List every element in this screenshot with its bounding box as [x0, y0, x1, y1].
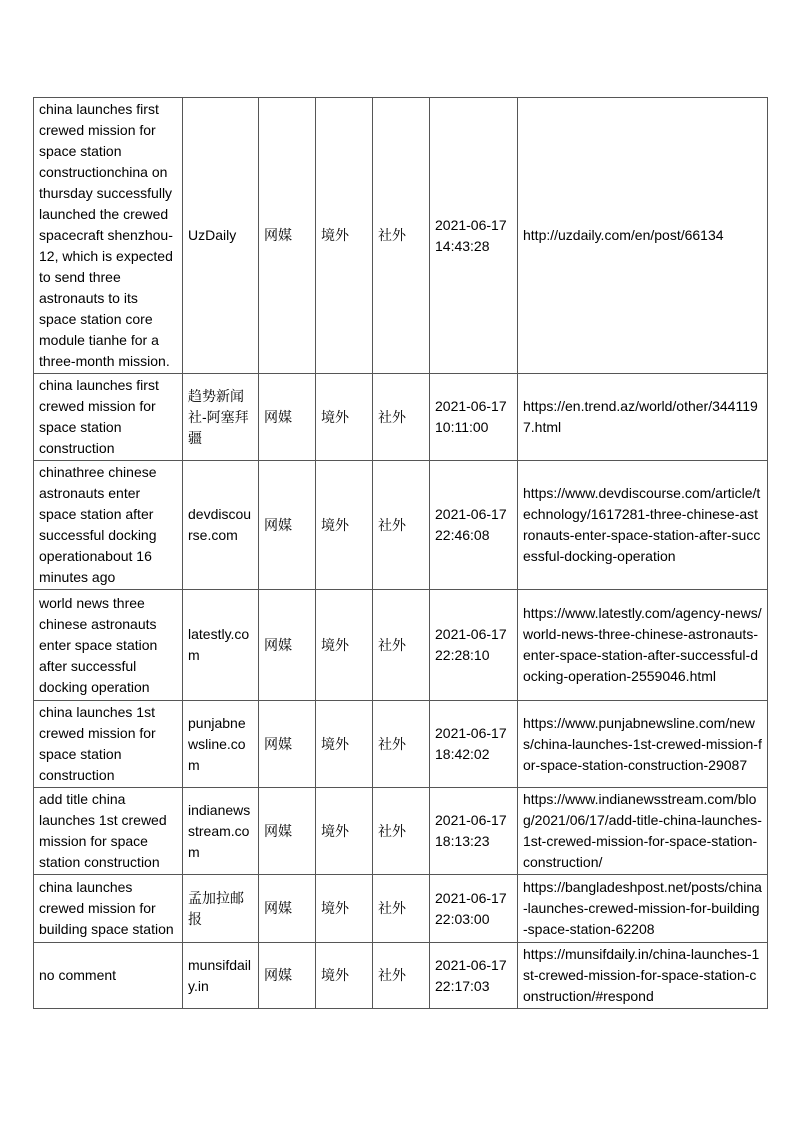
cell-url: https://munsifdaily.in/china-launches-1st-crewed-mission-for-space-station-construction/#respond [518, 943, 768, 1009]
cell-datetime: 2021-06-17 18:13:23 [430, 788, 518, 875]
cell-url: https://en.trend.az/world/other/3441197.html [518, 374, 768, 461]
cell-url: https://www.indianewsstream.com/blog/2021/06/17/add-title-china-launches-1st-crewed-mission-for-space-station-construction/ [518, 788, 768, 875]
cell-region: 境外 [316, 590, 373, 701]
cell-datetime: 2021-06-17 22:28:10 [430, 590, 518, 701]
table-row [34, 788, 768, 875]
cell-datetime: 2021-06-17 14:43:28 [430, 98, 518, 374]
cell-source: latestly.com [183, 590, 259, 701]
cell-source: munsifdaily.in [183, 943, 259, 1009]
table-row [34, 461, 768, 590]
cell-media-type: 网媒 [259, 788, 316, 875]
table-row [34, 943, 768, 1009]
cell-affiliation: 社外 [373, 875, 430, 943]
cell-source: UzDaily [183, 98, 259, 374]
cell-article-title: china launches first crewed mission for space station construction [34, 374, 183, 461]
cell-source: devdiscourse.com [183, 461, 259, 590]
cell-article-title: china launches 1st crewed mission for space station construction [34, 701, 183, 788]
cell-article-title: china launches crewed mission for building space station [34, 875, 183, 943]
cell-media-type: 网媒 [259, 875, 316, 943]
cell-region: 境外 [316, 374, 373, 461]
cell-affiliation: 社外 [373, 374, 430, 461]
cell-media-type: 网媒 [259, 943, 316, 1009]
cell-region: 境外 [316, 943, 373, 1009]
cell-media-type: 网媒 [259, 701, 316, 788]
cell-url: https://www.punjabnewsline.com/news/china-launches-1st-crewed-mission-for-space-station-construction-29087 [518, 701, 768, 788]
cell-affiliation: 社外 [373, 788, 430, 875]
table-row [34, 374, 768, 461]
cell-url: https://www.latestly.com/agency-news/world-news-three-chinese-astronauts-enter-space-station-after-successful-docking-operation-2559046.html [518, 590, 768, 701]
cell-source: indianewsstream.com [183, 788, 259, 875]
cell-media-type: 网媒 [259, 374, 316, 461]
cell-datetime: 2021-06-17 22:03:00 [430, 875, 518, 943]
cell-affiliation: 社外 [373, 98, 430, 374]
cell-datetime: 2021-06-17 10:11:00 [430, 374, 518, 461]
cell-media-type: 网媒 [259, 461, 316, 590]
cell-region: 境外 [316, 701, 373, 788]
table-row [34, 875, 768, 943]
news-articles-table [33, 97, 768, 1009]
cell-media-type: 网媒 [259, 98, 316, 374]
cell-region: 境外 [316, 788, 373, 875]
cell-url: http://uzdaily.com/en/post/66134 [518, 98, 768, 374]
cell-media-type: 网媒 [259, 590, 316, 701]
cell-region: 境外 [316, 461, 373, 590]
table-row [34, 590, 768, 701]
cell-datetime: 2021-06-17 18:42:02 [430, 701, 518, 788]
cell-article-title: add title china launches 1st crewed mission for space station construction [34, 788, 183, 875]
cell-affiliation: 社外 [373, 701, 430, 788]
cell-source: 趋势新闻社-阿塞拜疆 [183, 374, 259, 461]
cell-url: https://bangladeshpost.net/posts/china-launches-crewed-mission-for-building-space-station-62208 [518, 875, 768, 943]
cell-datetime: 2021-06-17 22:46:08 [430, 461, 518, 590]
cell-datetime: 2021-06-17 22:17:03 [430, 943, 518, 1009]
table-row [34, 701, 768, 788]
table-row [34, 98, 768, 374]
cell-region: 境外 [316, 875, 373, 943]
cell-affiliation: 社外 [373, 461, 430, 590]
cell-article-title: china launches first crewed mission for space station constructionchina on thursday successfully launched the crewed spacecraft shenzhou-12, which is expected to send three astronauts to its space station core module tianhe for a three-month mission. [34, 98, 183, 374]
cell-source: 孟加拉邮报 [183, 875, 259, 943]
cell-affiliation: 社外 [373, 590, 430, 701]
cell-affiliation: 社外 [373, 943, 430, 1009]
cell-source: punjabnewsline.com [183, 701, 259, 788]
cell-region: 境外 [316, 98, 373, 374]
cell-url: https://www.devdiscourse.com/article/technology/1617281-three-chinese-astronauts-enter-space-station-after-successful-docking-operation [518, 461, 768, 590]
cell-article-title: no comment [34, 943, 183, 1009]
cell-article-title: chinathree chinese astronauts enter space station after successful docking operationabout 16 minutes ago [34, 461, 183, 590]
cell-article-title: world news three chinese astronauts enter space station after successful docking operation [34, 590, 183, 701]
